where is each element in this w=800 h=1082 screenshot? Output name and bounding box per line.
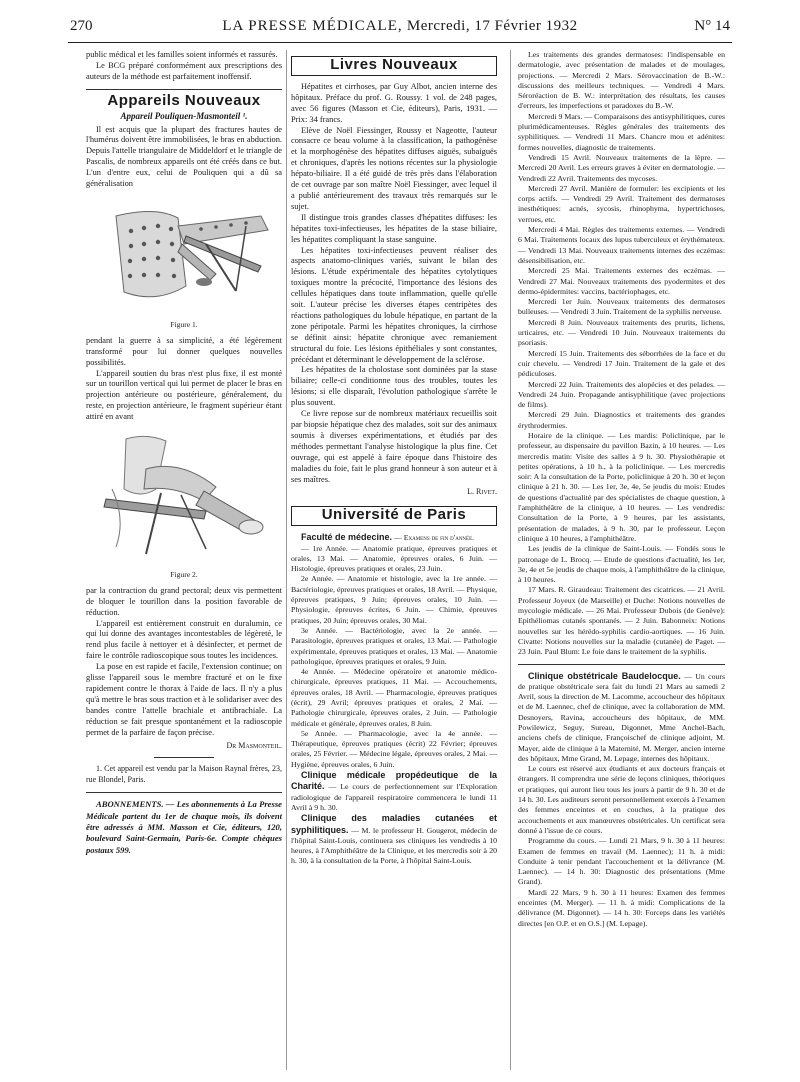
section-header-box: [291, 506, 497, 526]
paragraph: Il est acquis que la plupart des fractures hautes de l'humérus doivent être immobilisées, le bras en abduction. Depuis l'attelle triangulaire de Middeldorf et le triangle de Pascalis, de nombreux appareils ont été créés dans ce but. L'un d'entre eux, celui de Pouliquen qui a dû sa généralisation: [86, 124, 282, 189]
divider: [86, 89, 282, 90]
paragraph: Le BCG préparé conformément aux prescriptions des auteurs de la méthode est parfaitement inoffensif.: [86, 60, 282, 81]
paragraph: Mercredi 4 Mai. Règles des traitements externes. — Vendredi 6 Mai. Traitements locaux des lupus tuberculeux et érythémateux. — Vendredi 13 Mai. Nouveaux traitements internes des eczémas: désensibilisation, etc.: [518, 225, 725, 265]
paragraph: pendant la guerre à sa simplicité, a été légèrement transformé pour lui donner quelques nouvelles possibilités.: [86, 335, 282, 367]
figure-2: [86, 429, 282, 568]
article-subtitle: Appareil Pouliquen-Masmonteil ¹.: [120, 110, 248, 121]
paragraph: Horaire de la clinique. — Les mardis: Policlinique, par le professeur, au dispensaire du pavillon Bazin, à 10 heures. — Les mercredis matin: Visite des salles à 9 h. 30. Physiothérapie et petites opérations, à 10 h., à la policlinique. — Les mercredis soir: A la consultation de la Porte, policlinique à 20 h. 30 et leçon clinique à 21 h. 30. — Les 1er, 3e, 4e, 5e jeudis du mois: Etudes de questions d'actualité par des spécialistes de chaque question, à l'amphithéâtre de la clinique, à 10 heures. — Les vendredis: Consultation de la Porte, à 9 heures, par les assistants, présentation de malades, à 9 h. 30, par le professeur. Leçon clinique à 10 heures, à l'amphithéâtre.: [518, 430, 725, 543]
exam-year-4: 4e Année. — Médecine opératoire et anatomie médico-chirurgicale, épreuves pratiques, 11 Mai. — Accouchements, épreuves orales, 18 Avril. — Pharmacologie, épreuves pratiques (écrit), 29 Avril; épreuves pratiques et orales, 2 Mai. — Pathologie chirurgicale, épreuves orales, 2 Juin. — Pathologie médicale et générale, épreuves orales, 8 Juin.: [291, 667, 497, 728]
subsection-heading: Faculté de médecine.: [301, 532, 393, 543]
section-title: Université de Paris: [321, 506, 467, 524]
column-middle: [291, 50, 497, 867]
paragraph: Mercredi 9 Mars. — Comparaisons des antisyphilitiques, cures plurimédicamenteuses. Règles générales des traitements des syphilitiques. — Vendredi 11 Mars. Chancre mou et adénites: formes nouvelles, diagnostic de traitements.: [518, 111, 725, 152]
paragraph: Mercredi 29 Juin. Diagnostics et traitements des grandes érythrodermies.: [518, 410, 725, 430]
paragraph: 17 Mars. R. Giraudeau: Traitement des cicatrices. — 21 Avril. Professeur Joyeux (de Marseille) et Duche: Notions nouvelles de mycologie médicale. — 26 Mai. Professeur Dubois (de Genève): Epithéliomas cutanés spontanés. — 2 Juin. Babonneix: Notions nouvelles sur les hérédo-syphilis cardio-aortiques. — 16 Juin. Civatte: Notions nouvelles sur la maladie (cutanée) de Paget. — 23 Juin. Paul Blum: Le foie dans le traitement de la syphilis.: [518, 585, 725, 657]
paragraph: Elève de Noël Fiessinger, Roussy et Nageotte, l'auteur consacre ce beau volume à la classification, la pathogénèse et la morphogénèse des hépatites diffuses aiguës, subaiguës et chroniques, d'après les notions récentes sur la physiologie hépato-biliaire. Il a été guidé de très près dans l'élaboration de cet ouvrage par son maître Noël Fiessinger, avec lequel il a publié antérieurement des travaux très remarqués sur le sujet.: [291, 125, 497, 211]
subsection-tail: — Examens de fin d'année.: [392, 533, 475, 543]
paragraph: Vendredi 15 Avril. Nouveaux traitements de la lèpre. — Mercredi 20 Avril. Les erreurs graves à éviter en dermatologie. — Vendredi 22 Avril. Traitements des mycoses.: [518, 152, 725, 183]
column-divider: [510, 50, 511, 1070]
paragraph: Programme du cours. — Lundi 21 Mars, 9 h. 30 à 11 heures: Examen de femmes en travail (M. Laennec); 11 h. à midi: Conduite à tenir pendant l'accouchement et la délivrance (M. Laennec). — 14 h. 30: Diagnostic des présentations (Mme Grand).: [518, 836, 725, 887]
paragraph: Les hépatites toxi-infectieuses peuvent réaliser des aspects anatomo-cliniques variés, suivant le bilan des lésions. L'étude expérimentale des hépatites cytolytiques toxiques montre la précocité, l'importance des lésions des cellules hépatiques dans toute inflammation, quelle qu'elle soit. L'auteur précise les diverses étapes centripètes des réactions pathologiques du lobule hépatique, en partant de la zone péripotale. Parmi les hépatites chroniques, la cirrhose se définit ainsi: hépatite chronique avec remaniement structural du foie. Les lésions épithéliales y sont constantes, précédant et déterminant le développement de la sclérose.: [291, 245, 497, 364]
figure-caption: Figure 2.: [170, 569, 198, 579]
paragraph: public médical et les familles soient informés et rassurés.: [86, 50, 278, 59]
paragraph: Mardi 22 Mars, 9 h. 30 à 11 heures: Examen des femmes enceintes (M. Merger). — 11 h. à midi: Complications de la délivrance (M. Digonnet). — 14 h. 30: Forceps dans les variétés directes [en O.P. et en O.S.] (M. Lepage).: [518, 887, 725, 928]
paragraph: Mercredi 8 Juin. Nouveaux traitements des prurits, lichens, urticaires, etc. — Vendredi 10 Juin. Nouveaux traitements du psoriasis.: [518, 317, 725, 348]
footnote: 1. Cet appareil est vendu par la Maison Raynal frères, 23, rue Blondel, Paris.: [86, 764, 282, 785]
author-signature: L. Rivet.: [467, 487, 497, 497]
book-reference: Hépatites et cirrhoses, par Guy Albot, ancien interne des hôpitaux. Préface du prof. G. Roussy. 1 vol. de 248 pages, avec 56 figures (Masson et Cie, éditeurs), Paris, 1931. — Prix: 34 francs.: [291, 81, 497, 124]
paragraph: L'appareil soutien du bras n'est plus fixe, il est monté sur un tourillon vertical qui lui permet de placer le bras en projection antérieure ou postérieure, généralement, du reste, en projection antérieure, le fragment supérieur étant attiré en avant: [86, 368, 282, 422]
masthead: LA PRESSE MÉDICALE,: [222, 18, 403, 34]
masthead-line: [70, 18, 730, 35]
paragraph: Les hépatites de la cholostase sont dominées par la stase biliaire; celle-ci conditionne tous des troubles, toutes les lésions; si elle disparaît, l'évolution pathologique s'arrête le plus souvent.: [291, 365, 497, 408]
figure-1: [86, 196, 282, 318]
page-number: 270: [70, 18, 93, 34]
paragraph: Mercredi 27 Avril. Manière de formuler: les excipients et les corps actifs. — Vendredi 29 Avril. Traitement des dermatoses inesthétiques: acnés, sycosis, rhinophyma, hypertrichoses, verrues, etc.: [518, 183, 725, 224]
section-header-box: [291, 56, 497, 76]
column-left: [86, 50, 282, 856]
paragraph: La pose en est rapide et facile, l'extension continue; on glisse l'appareil sous le membre fracturé et on le fixe rapidement contre le thorax à l'aide de lacs. Il n'y a plus qu'à mettre le bras sous traction et à le solidariser avec des bandes contre l'attelle brachiale et antibrachiale. La réduction se fait presque spontanément et la radioscopie permet de la parfaire de façon précise.: [86, 662, 282, 737]
paragraph: Le cours est réservé aux étudiants et aux docteurs français et étrangers. Il comprendra une série de leçons cliniques, théoriques et pratiques, qui auront lieu tous les jours à partir de 9 h. 30 et de 14 h. 30. Les auditeurs seront personnellement exercés à l'examen des femmes enceintes et en couches, à la pratique des accouchements et aux manœuvres obstétricales. Un certificat sera donné à l'issue de ce cours.: [518, 764, 725, 835]
divider: [86, 792, 282, 793]
splint-photo-2: [86, 429, 282, 564]
paragraph: Mercredi 22 Juin. Traitements des alopécies et des pelades. — Vendredi 24 Juin. Propagande antisyphilitique (avec projections de films).: [518, 379, 725, 410]
paragraph: — M. le professeur H. Gougerot, médecin de l'hôpital Saint-Louis, continuera ses cliniques les vendredis à 10 heures, à l'Amphithéâtre de la Clinique, et les mercredis soir à 20 h. 30, à la consultation de la Porte, à l'hôpital Saint-Louis.: [291, 825, 497, 866]
paragraph: Mercredi 15 Juin. Traitements des séborrhées de la face et du cuir chevelu. — Vendredi 17 Juin. Traitement de la gale et des pédiculoses.: [518, 348, 725, 379]
subsection-heading: Clinique médicale propédeutique de la Charité.: [291, 770, 497, 792]
paragraph: Il distingue trois grandes classes d'hépatites diffuses: les hépatites toxi-infectieuses, les hépatites de la stase biliaire, les hépatites compliquant la stase sanguine.: [291, 212, 497, 244]
exam-year-5: 5e Année. — Pharmacologie, avec la 4e année. — Thérapeutique, épreuves pratiques (écrit) 22 Février; épreuves orales, 25 Février. — Médecine légale, épreuves orales, 2 Mai. — Hygiène, épreuves orales, 6 Juin.: [291, 728, 497, 769]
section-title: Appareils Nouveaux: [107, 91, 261, 109]
figure-caption: Figure 1.: [170, 319, 198, 329]
column-divider: [286, 50, 287, 1070]
header-rule: [68, 42, 732, 43]
divider: [518, 664, 725, 665]
paragraph: Les traitements des grandes dermatoses: l'indispensable en dermatologie, avec présentation de malades et de moulages, projections. — Mercredi 2 Mars. Sérovaccination de B.-W.: discussions des meilleurs techniques. — Vendredi 4 Mars. Séroréaction de B. W.: interprétation des résultats, les causes d'erreurs, les imperfections et paradoxes du B.-W.: [518, 50, 725, 111]
exam-year-3: 3e Année. — Bactériologie, avec la 2e année. — Parasitologie, épreuves pratiques et orales, 13 Mai. — Pathologie expérimentale, épreuves pratiques et orales, 13 Mai. — Anatomie pathologique, épreuves pratiques et orales, 9 Juin.: [291, 625, 497, 666]
splint-photo-1: [86, 196, 282, 314]
issue-date: Mercredi, 17 Février 1932: [406, 18, 578, 34]
paragraph: Ce livre repose sur de nombreux matériaux recueillis soit par biopsie hépatique chez des malades, soit sur des animaux soumis à diverses expérimentations, et étudiés par des méthodes permettant l'analyse histologique la plus fine. Cet ouvrage, qui est appelé à faire époque dans l'histoire des maladies du foie, fait le plus grand honneur à son auteur et à ses maîtres.: [291, 409, 497, 484]
page-header: [70, 18, 730, 40]
paragraph: — Un cours de pratique obstétricale sera fait du lundi 21 Mars au samedi 2 Avril, sous la direction de M. Lacomme, accoucheur des hôpitaux et de M. Laennec, chef de clinique, avec la collaboration de MM. Desnoyers, Ravina, accoucheurs des hôpitaux, de MM. Powilewicz, Seguy, Sureau, Digonnet, Mme Anchel-Bach, anciens chefs de clinique, Françoischef de clinique adjoint, M. Mayer, aide de clinique à la Maternité, M. Merger, ancien interne des hôpitaux, Mme Grand, M. Lepage, internes des hôpitaux.: [518, 671, 726, 763]
paragraph: — Le cours de perfectionnement sur l'Exploration radiologique de l'appareil respiratoire commencera le lundi 11 Avril à 9 h. 30.: [291, 782, 497, 812]
author-signature: Dr Masmonteil.: [226, 740, 282, 750]
section-title: Livres Nouveaux: [330, 56, 458, 73]
paragraph: L'appareil est entièrement construit en duralumin, ce qui lui donne des avantages incontestables de légèreté, le rend plus facile à nettoyer et à désinfecter, et permet de faire le contrôle radioscopique sous toutes les incidences.: [86, 618, 282, 661]
column-right: [518, 50, 725, 929]
subsection-heading: Clinique des maladies cutanées et syphilitiques.: [291, 813, 497, 835]
divider: [154, 757, 214, 758]
exam-year-2: 2e Année. — Anatomie et histologie, avec la 1re année. — Bactériologie, épreuves pratiques et orales, 18 Avril. — Physique, épreuves pratiques, 9 Juin; épreuves orales, 10 Juin. — Physiologie, épreuves écrites, 6 Juin. — Chimie, épreuves pratiques, 20 Juin; épreuves orales, 30 Mai.: [291, 574, 497, 625]
paragraph: Les jeudis de la clinique de Saint-Louis. — Fondés sous le patronage de L. Brocq. — Etude de questions d'actualité, les 1er, 3e, 4e et 5e jeudis de chaque mois, à l'amphithéâtre de la clinique, à 10 heures.: [518, 544, 725, 585]
subsection-heading: Clinique obstétricale Baudelocque.: [528, 670, 681, 681]
exam-year-1: — 1re Année. — Anatomie pratique, épreuves pratiques et orales, 13 Mai. — Anatomie, épreuves orales, 6 Juin. — Histologie, épreuves pratiques et orales, 23 Juin.: [291, 543, 497, 574]
paragraph: par la contraction du grand pectoral; deux vis permettent de bloquer le tourillon dans la position favorable de réduction.: [86, 585, 282, 617]
subscription-notice: ABONNEMENTS. — Les abonnements à La Presse Médicale partent du 1er de chaque mois, ils doivent être adressés à MM. Masson et Cie, éditeurs, 120, boulevard Saint-Germain, Paris-6e. Compte chèques postaux 599.: [86, 799, 282, 855]
issue-number: N° 14: [694, 18, 730, 34]
paragraph: Mercredi 1er Juin. Nouveaux traitements des dermatoses bulleuses. — Vendredi 3 Juin. Traitement de la syphilis nerveuse.: [518, 297, 725, 317]
paragraph: Mercredi 25 Mai. Traitements externes des eczémas. — Vendredi 27 Mai. Nouveaux traitements des pyodermites et des dermo-épidermites: vaccins, bactériophages, etc.: [518, 266, 725, 296]
